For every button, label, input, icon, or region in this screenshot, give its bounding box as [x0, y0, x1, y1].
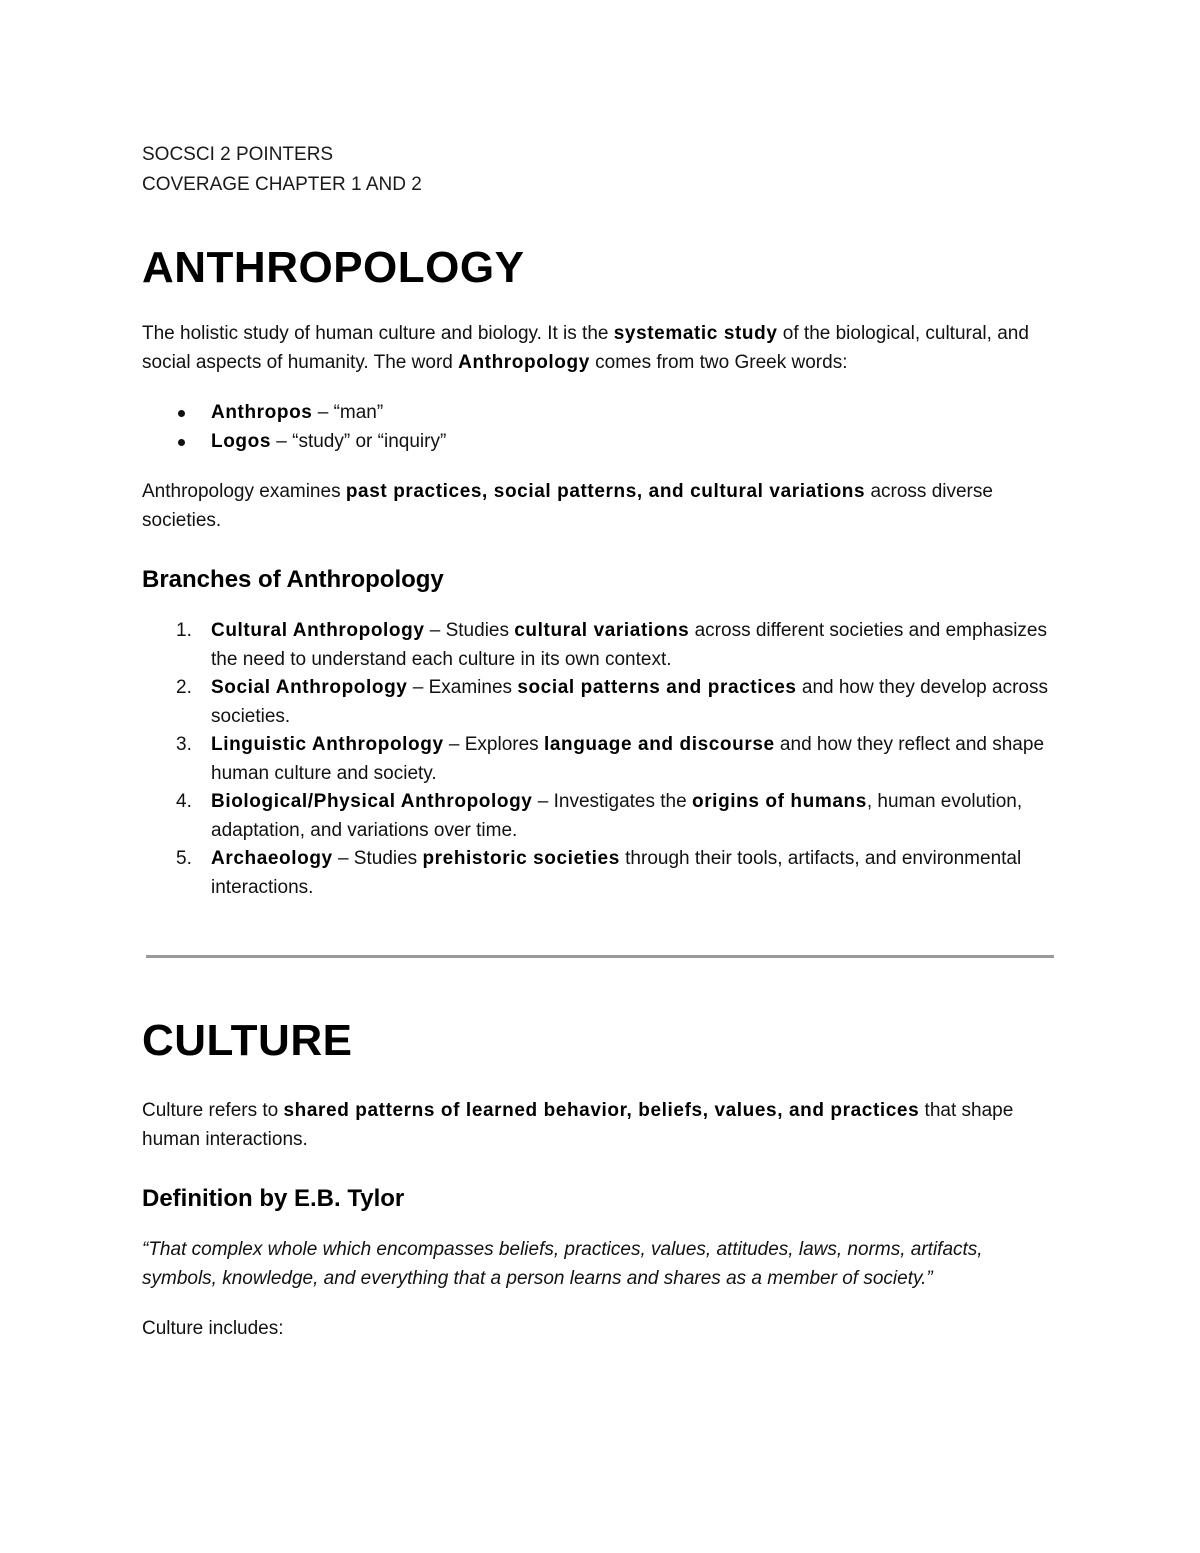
section-divider	[146, 955, 1054, 958]
list-item: Anthropos – “man”	[142, 399, 1057, 428]
bullet-icon	[178, 410, 185, 417]
anthropology-intro: The holistic study of human culture and biology. It is the systematic study of the biological, cultural, and social aspects of humanity. The word Anthropology comes from two Greek words:	[142, 323, 1029, 373]
greek-words-list	[142, 399, 1057, 456]
culture-section	[142, 1015, 1057, 1344]
tylor-heading: Definition by E.B. Tylor	[142, 1185, 405, 1212]
branches-list	[142, 617, 1057, 902]
list-item: 3. Linguistic Anthropology – Explores language and discourse and how they reflect and shape human culture and society.	[176, 734, 1045, 784]
list-item: Logos – “study” or “inquiry”	[142, 428, 1057, 457]
bullet-icon	[178, 439, 185, 446]
list-item: 1. Cultural Anthropology – Studies cultural variations across different societies and emphasizes the need to understand each culture in its own context.	[176, 620, 1047, 670]
anthropology-examines: Anthropology examines past practices, social patterns, and cultural variations across diverse societies.	[142, 481, 993, 531]
list-item: 2. Social Anthropology – Examines social patterns and practices and how they develop across societies.	[176, 677, 1048, 727]
doc-header-line-1: SOCSCI 2 POINTERS	[142, 144, 334, 165]
culture-includes: Culture includes:	[142, 1318, 284, 1339]
tylor-quote: “That complex whole which encompasses beliefs, practices, values, attitudes, laws, norms, artifacts, symbols, knowledge, and everything that a person learns and shares as a member of society.”	[142, 1239, 983, 1289]
culture-intro: Culture refers to shared patterns of learned behavior, beliefs, values, and practices that shape human interactions.	[142, 1100, 1014, 1150]
list-item: 4. Biological/Physical Anthropology – Investigates the origins of humans, human evolution, adaptation, and variations over time.	[176, 791, 1023, 841]
doc-header-line-2: COVERAGE CHAPTER 1 AND 2	[142, 174, 422, 195]
anthropology-heading: ANTHROPOLOGY	[142, 243, 525, 292]
list-item: 5. Archaeology – Studies prehistoric societies through their tools, artifacts, and environmental interactions.	[176, 848, 1022, 898]
branches-heading: Branches of Anthropology	[142, 566, 444, 593]
culture-heading: CULTURE	[142, 1016, 353, 1065]
document-page	[142, 140, 1057, 902]
